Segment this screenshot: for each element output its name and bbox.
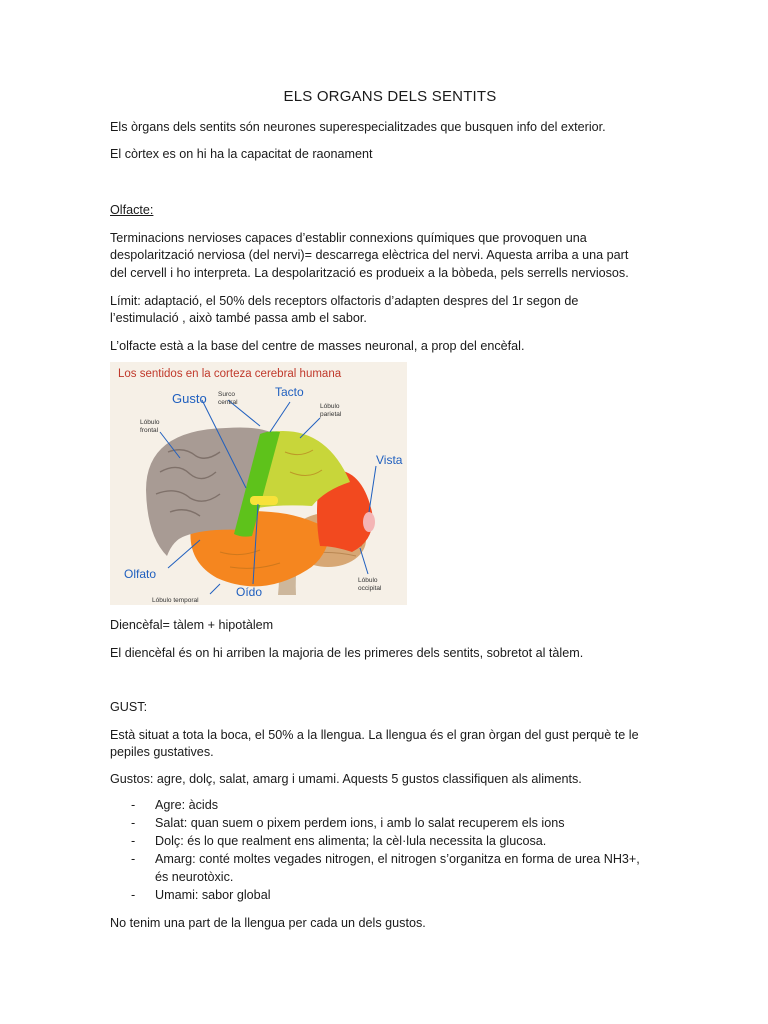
- gust-paragraph-1-line-2: pepiles gustatives.: [110, 745, 214, 759]
- label-olfato: Olfato: [124, 567, 157, 581]
- list-item: - Salat: quan suem o pixem perdem ions, i amb lo salat recuperem els ions: [131, 816, 565, 830]
- olfacte-paragraph-2-line-2: l’estimulació , això també passa amb el sabor.: [110, 311, 367, 325]
- olfacte-paragraph-1-line-3: del cervell i ho interpreta. La despolarització es produeix a la bòbeda, pels serrells nerviosos.: [110, 266, 629, 280]
- intro-paragraph-2: El còrtex es on hi ha la capacitat de raonament: [110, 147, 373, 161]
- label-lobulo-parietal-2: parietal: [320, 411, 342, 418]
- olfacte-paragraph-1-line-1: Terminacions nervioses capaces d’establir connexions químiques que provoquen una: [110, 231, 587, 245]
- list-item: - Umami: sabor global: [131, 888, 271, 902]
- gust-heading: GUST:: [110, 700, 148, 714]
- diencefal-paragraph-1: Diencèfal= tàlem + hipotàlem: [110, 618, 274, 632]
- label-lobulo-parietal-1: Lóbulo: [320, 403, 340, 410]
- olfacte-paragraph-3: L’olfacte està a la base del centre de masses neuronal, a prop del encèfal.: [110, 339, 525, 353]
- list-item: - Dolç: és lo que realment ens alimenta; la cèl·lula necessita la glucosa.: [131, 834, 547, 848]
- label-lobulo-occipital-2: occipital: [358, 585, 382, 592]
- gust-list: [110, 796, 670, 904]
- figure-title: Los sentidos en la corteza cerebral humana: [118, 368, 342, 380]
- label-gusto: Gusto: [172, 391, 207, 406]
- label-lobulo-frontal-1: Lóbulo: [140, 419, 160, 426]
- label-lobulo-temporal: Lóbulo temporal: [152, 597, 199, 604]
- olfacte-paragraph-2-line-1: Límit: adaptació, el 50% dels receptors olfactoris d’adapten despres del 1r segon de: [110, 294, 579, 308]
- olfacte-heading: Olfacte:: [110, 203, 154, 217]
- label-oido: Oído: [236, 585, 263, 599]
- label-vista: Vista: [376, 453, 403, 467]
- gust-paragraph-2: Gustos: agre, dolç, salat, amarg i umami. Aquests 5 gustos classifiquen als aliments.: [110, 772, 582, 786]
- intro-paragraph-1: Els òrgans dels sentits són neurones superespecialitzades que busquen info del exterior.: [110, 120, 606, 134]
- vision-area-shape: [363, 512, 375, 532]
- page-title: ELS ORGANS DELS SENTITS: [283, 88, 497, 105]
- auditory-area-shape: [250, 496, 278, 505]
- brain-diagram: [110, 362, 407, 605]
- label-surco-1: Surco: [218, 391, 235, 398]
- list-item: - Amarg: conté moltes vegades nitrogen, el nitrogen s’organitza en forma de urea NH3+, és neurotòxic.: [131, 852, 640, 884]
- label-lobulo-occipital-1: Lóbulo: [358, 577, 378, 584]
- brain-figure: [110, 362, 407, 605]
- gust-paragraph-1-line-1: Està situat a tota la boca, el 50% a la llengua. La llengua és el gran òrgan del gust perquè te le: [110, 728, 639, 742]
- list-item: - Agre: àcids: [131, 798, 218, 812]
- label-tacto: Tacto: [275, 385, 304, 399]
- label-lobulo-frontal-2: frontal: [140, 427, 159, 434]
- olfacte-paragraph-1-line-2: despolarització nerviosa (del nervi)= descarrega elèctrica del nervi. Aquesta arriba a una part: [110, 248, 629, 262]
- gust-paragraph-3: No tenim una part de la llengua per cada un dels gustos.: [110, 916, 426, 930]
- label-surco-2: central: [218, 399, 238, 406]
- diencefal-paragraph-2: El diencèfal és on hi arriben la majoria de les primeres dels sentits, sobretot al tàlem.: [110, 646, 584, 660]
